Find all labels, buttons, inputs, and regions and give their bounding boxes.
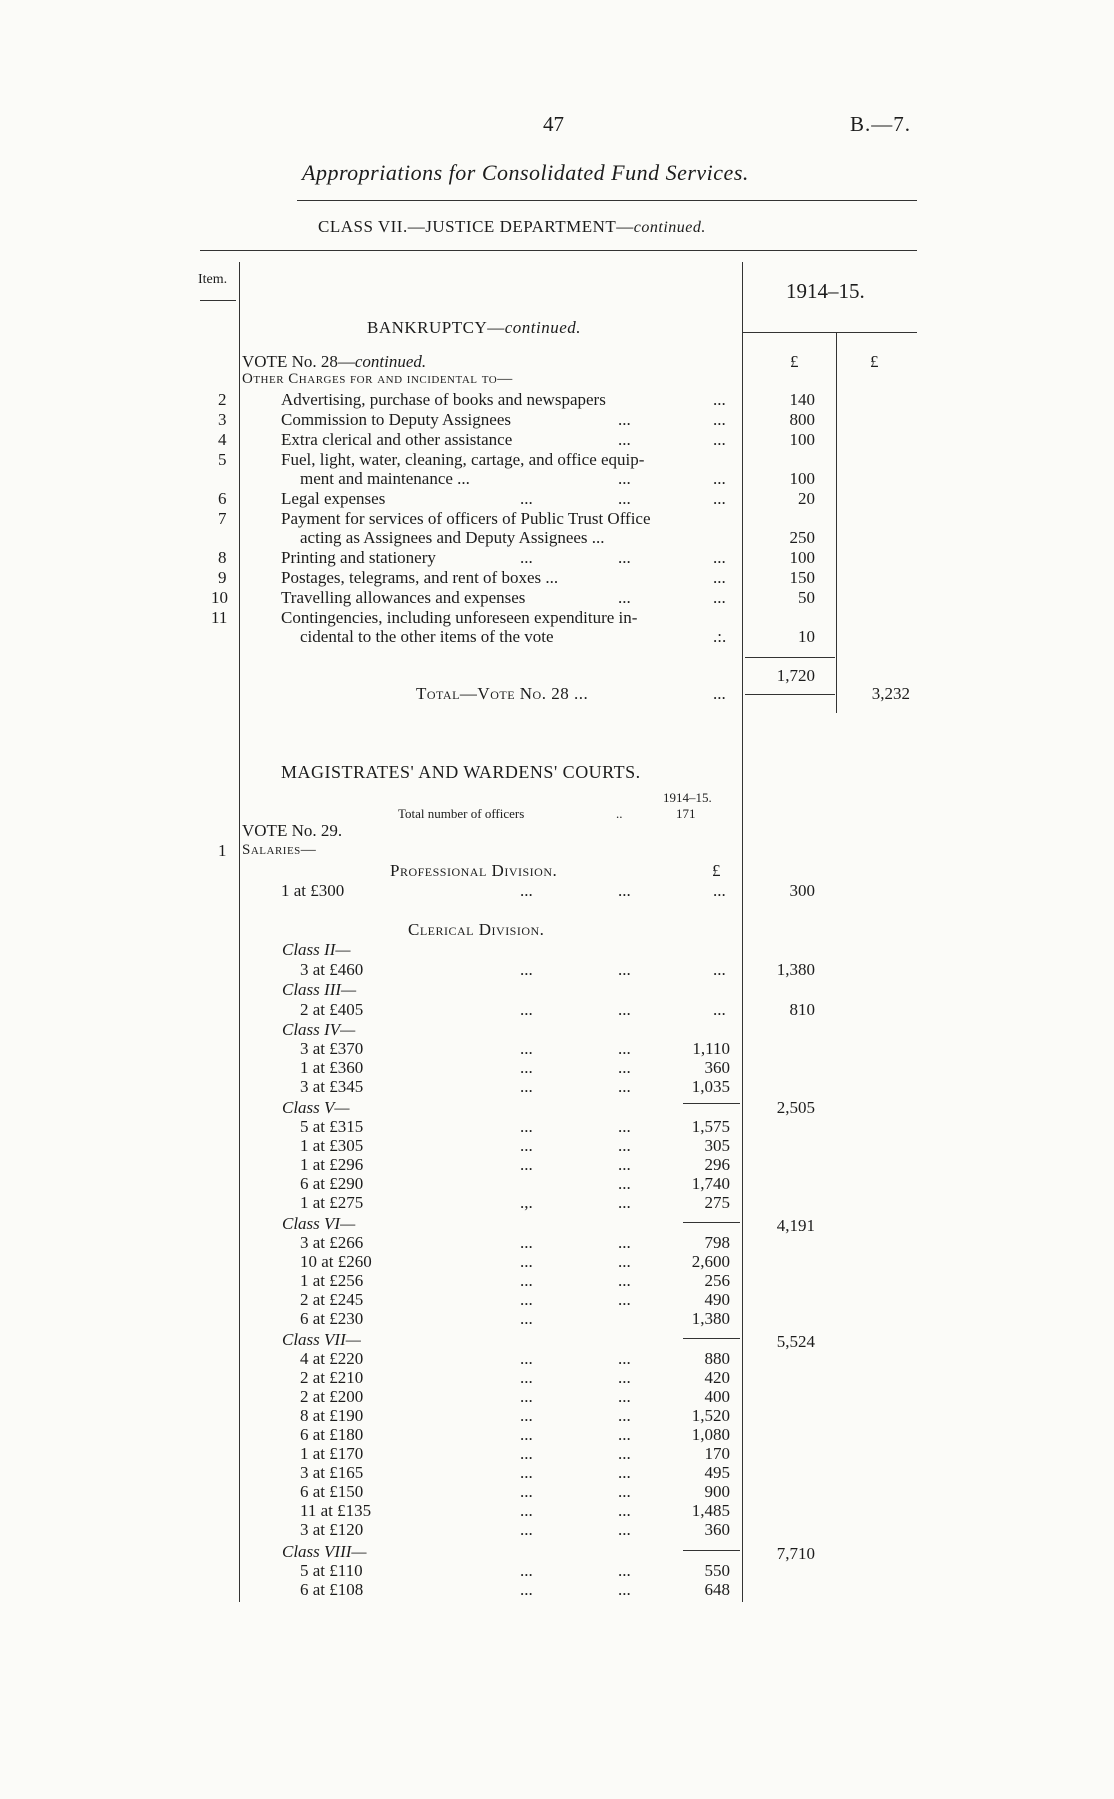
item-dots: ... bbox=[713, 568, 726, 587]
class-row-amount: 420 bbox=[704, 1368, 730, 1387]
class-total: 810 bbox=[789, 1000, 815, 1019]
class-row-text: 3 at £266 bbox=[300, 1233, 364, 1252]
dots: ... bbox=[520, 881, 533, 900]
class-row-amount: 1,110 bbox=[692, 1039, 730, 1058]
dots: ... bbox=[618, 1425, 631, 1444]
item-number: 3 bbox=[218, 410, 227, 429]
class-total: 5,524 bbox=[776, 1332, 815, 1351]
vote-28-label bbox=[242, 352, 426, 371]
class-row-amount: 490 bbox=[704, 1290, 730, 1309]
item-description-cont: ment and maintenance ... bbox=[300, 469, 470, 488]
class-label: Class VIII— bbox=[282, 1542, 367, 1561]
item-description: Payment for services of officers of Public Trust Office bbox=[281, 509, 651, 528]
page-title: Appropriations for Consolidated Fund Services. bbox=[302, 160, 749, 185]
dots: ... bbox=[520, 960, 533, 979]
class-heading-main: CLASS VII.—JUSTICE DEPARTMENT— bbox=[318, 217, 634, 236]
total-rule bbox=[745, 694, 835, 695]
item-amount: 10 bbox=[798, 627, 815, 646]
class-row-amount: 900 bbox=[704, 1482, 730, 1501]
item-dots: ... bbox=[713, 430, 726, 449]
class-row-text: 3 at £120 bbox=[300, 1520, 364, 1539]
dots: ... bbox=[520, 1444, 533, 1463]
item-amount: 100 bbox=[789, 430, 815, 449]
dots: ... bbox=[618, 1580, 631, 1599]
class-row-amount: 648 bbox=[704, 1580, 730, 1599]
vote-28-subtotal: 1,720 bbox=[776, 666, 815, 685]
item-dots: ... bbox=[713, 469, 726, 488]
item-number: 9 bbox=[218, 568, 227, 587]
dots: ... bbox=[618, 881, 631, 900]
item-number: 2 bbox=[218, 390, 227, 409]
item-dots: ... bbox=[618, 469, 631, 488]
dots: ... bbox=[520, 1580, 533, 1599]
dots: ... bbox=[618, 1561, 631, 1580]
dots: ... bbox=[520, 1349, 533, 1368]
item-number: 11 bbox=[211, 608, 228, 627]
dots: ... bbox=[618, 1387, 631, 1406]
class-row-text: 1 at £256 bbox=[300, 1271, 364, 1290]
class-subtotal-rule bbox=[683, 1550, 740, 1551]
vote-28-total-label: Total—Vote No. 28 ... bbox=[416, 684, 589, 703]
bankruptcy-heading bbox=[367, 318, 581, 337]
dots: ... bbox=[520, 1136, 533, 1155]
item-dots: .:. bbox=[713, 627, 727, 646]
magistrates-heading: MAGISTRATES' AND WARDENS' COURTS. bbox=[281, 762, 641, 782]
dots: ... bbox=[618, 1039, 631, 1058]
dots: ... bbox=[520, 1520, 533, 1539]
dots: ... bbox=[520, 1406, 533, 1425]
dots: ... bbox=[618, 1077, 631, 1096]
dots: ... bbox=[520, 1368, 533, 1387]
officers-dots: .. bbox=[616, 806, 623, 821]
class-label: Class V— bbox=[282, 1098, 350, 1117]
class-row-text: 3 at £460 bbox=[300, 960, 364, 979]
subtotal-rule bbox=[745, 657, 835, 658]
class-row-amount: 296 bbox=[704, 1155, 730, 1174]
prof-line-amount: 300 bbox=[789, 881, 815, 900]
item-dots: ... bbox=[713, 548, 726, 567]
item-dots: ... bbox=[713, 588, 726, 607]
pound-symbol: £ bbox=[712, 861, 721, 880]
class-label: Class II— bbox=[282, 940, 351, 959]
class-row-text: 6 at £290 bbox=[300, 1174, 364, 1193]
class-row-text: 6 at £108 bbox=[300, 1580, 364, 1599]
dots: ... bbox=[520, 1309, 533, 1328]
item-description-cont: acting as Assignees and Deputy Assignees ... bbox=[300, 528, 605, 547]
class-row-text: 6 at £180 bbox=[300, 1425, 364, 1444]
salaries-heading: Salaries— bbox=[242, 842, 317, 858]
officers-year: 1914–15. bbox=[663, 790, 712, 805]
dots: ... bbox=[520, 1252, 533, 1271]
year-rule bbox=[742, 332, 917, 333]
class-label: Class VI— bbox=[282, 1214, 356, 1233]
dots: ... bbox=[713, 1000, 726, 1019]
class-heading-cont: continued. bbox=[633, 219, 706, 236]
class-row-amount: 495 bbox=[704, 1463, 730, 1482]
header-rule-bottom bbox=[200, 250, 917, 251]
vote-28-total-dots: ... bbox=[713, 684, 726, 703]
item-description: Printing and stationery bbox=[281, 548, 436, 567]
class-total: 1,380 bbox=[776, 960, 815, 979]
item-dots: ... bbox=[520, 489, 533, 508]
vote-29-label: VOTE No. 29. bbox=[242, 821, 343, 840]
class-row-text: 4 at £220 bbox=[300, 1349, 364, 1368]
item-number: 1 bbox=[218, 841, 227, 860]
item-amount: 50 bbox=[798, 588, 815, 607]
dots: ... bbox=[520, 1233, 533, 1252]
dots: ... bbox=[618, 1406, 631, 1425]
class-row-text: 2 at £210 bbox=[300, 1368, 364, 1387]
item-dots: ... bbox=[713, 489, 726, 508]
class-row-text: 5 at £315 bbox=[300, 1117, 364, 1136]
class-total: 2,505 bbox=[776, 1098, 815, 1117]
class-row-amount: 1,080 bbox=[691, 1425, 730, 1444]
dots: ... bbox=[520, 1290, 533, 1309]
class-subtotal-rule bbox=[683, 1103, 740, 1104]
item-number: 5 bbox=[218, 450, 227, 469]
class-total: 4,191 bbox=[776, 1216, 815, 1235]
item-amount: 20 bbox=[798, 489, 815, 508]
item-description-cont: cidental to the other items of the vote bbox=[300, 627, 554, 646]
class-row-amount: 360 bbox=[704, 1520, 730, 1539]
vote-28-total: 3,232 bbox=[871, 684, 910, 703]
class-row-amount: 1,575 bbox=[691, 1117, 730, 1136]
class-row-text: 3 at £370 bbox=[300, 1039, 364, 1058]
class-row-amount: 305 bbox=[704, 1136, 730, 1155]
amount-column-divider-b bbox=[836, 333, 837, 713]
document-code: B.—7. bbox=[850, 112, 912, 136]
class-row-amount: 2,600 bbox=[691, 1252, 730, 1271]
item-column-label: Item. bbox=[198, 272, 228, 287]
dots: ... bbox=[618, 1463, 631, 1482]
class-row-text: 3 at £345 bbox=[300, 1077, 364, 1096]
class-row-amount: 360 bbox=[704, 1058, 730, 1077]
currency-symbol-a: £ bbox=[790, 352, 799, 371]
class-row-text: 6 at £150 bbox=[300, 1482, 364, 1501]
item-number: 10 bbox=[211, 588, 228, 607]
dots: ... bbox=[618, 960, 631, 979]
currency-symbol-b: £ bbox=[870, 352, 879, 371]
dots: ... bbox=[520, 1387, 533, 1406]
dots: ... bbox=[618, 1349, 631, 1368]
dots: ... bbox=[520, 1077, 533, 1096]
class-label: Class III— bbox=[282, 980, 357, 999]
item-dots: ... bbox=[618, 588, 631, 607]
item-dots: ... bbox=[520, 548, 533, 567]
class-row-text: 2 at £200 bbox=[300, 1387, 364, 1406]
dots: ... bbox=[618, 1117, 631, 1136]
dots: ... bbox=[618, 1501, 631, 1520]
dots: ... bbox=[618, 1444, 631, 1463]
officers-count: 171 bbox=[676, 806, 696, 821]
item-amount: 250 bbox=[789, 528, 815, 547]
item-dots: ... bbox=[618, 410, 631, 429]
dots: ... bbox=[520, 1155, 533, 1174]
item-number: 7 bbox=[218, 509, 227, 528]
item-description: Contingencies, including unforeseen expenditure in- bbox=[281, 608, 638, 627]
header-rule-top bbox=[297, 200, 917, 201]
class-row-amount: 275 bbox=[704, 1193, 730, 1212]
dots: ... bbox=[618, 1174, 631, 1193]
class-row-text: 1 at £170 bbox=[300, 1444, 364, 1463]
item-amount: 100 bbox=[789, 469, 815, 488]
class-row-text: 2 at £405 bbox=[300, 1000, 364, 1019]
dots: ... bbox=[618, 1252, 631, 1271]
bankruptcy-heading-cont: continued. bbox=[504, 318, 582, 337]
dots: ... bbox=[713, 881, 726, 900]
item-column-divider bbox=[239, 262, 240, 1602]
class-row-amount: 1,380 bbox=[691, 1309, 730, 1328]
professional-division-heading: Professional Division. bbox=[390, 861, 558, 880]
amount-column-divider-a bbox=[742, 262, 743, 1602]
item-label-rule bbox=[200, 300, 236, 301]
item-amount: 800 bbox=[789, 410, 815, 429]
dots: ... bbox=[713, 960, 726, 979]
class-row-amount: 1,035 bbox=[691, 1077, 730, 1096]
dots: ... bbox=[520, 1561, 533, 1580]
class-subtotal-rule bbox=[683, 1338, 740, 1339]
dots: ... bbox=[520, 1039, 533, 1058]
class-row-text: 2 at £245 bbox=[300, 1290, 364, 1309]
class-row-text: 6 at £230 bbox=[300, 1309, 364, 1328]
class-row-amount: 170 bbox=[704, 1444, 730, 1463]
item-description: Extra clerical and other assistance bbox=[281, 430, 513, 449]
class-row-text: 11 at £135 bbox=[300, 1501, 372, 1520]
class-row-text: 1 at £275 bbox=[300, 1193, 364, 1212]
dots: ... bbox=[618, 1482, 631, 1501]
class-row-amount: 880 bbox=[704, 1349, 730, 1368]
dots: ... bbox=[520, 1425, 533, 1444]
page-number: 47 bbox=[543, 112, 564, 136]
item-description: Postages, telegrams, and rent of boxes ... bbox=[281, 568, 559, 587]
class-row-amount: 400 bbox=[704, 1387, 730, 1406]
dots: ... bbox=[618, 1058, 631, 1077]
officers-label: Total number of officers bbox=[398, 806, 525, 821]
item-number: 4 bbox=[218, 430, 227, 449]
item-description: Fuel, light, water, cleaning, cartage, and office equip- bbox=[281, 450, 645, 469]
prof-line-text: 1 at £300 bbox=[281, 881, 345, 900]
item-number: 6 bbox=[218, 489, 227, 508]
item-number: 8 bbox=[218, 548, 227, 567]
class-row-amount: 798 bbox=[704, 1233, 730, 1252]
dots: ... bbox=[618, 1290, 631, 1309]
item-description: Legal expenses bbox=[281, 489, 386, 508]
class-total: 7,710 bbox=[776, 1544, 815, 1563]
class-row-amount: 550 bbox=[704, 1561, 730, 1580]
dots: ... bbox=[618, 1271, 631, 1290]
dots: ... bbox=[618, 1520, 631, 1539]
class-row-text: 10 at £260 bbox=[300, 1252, 372, 1271]
class-subtotal-rule bbox=[683, 1222, 740, 1223]
dots: ... bbox=[618, 1233, 631, 1252]
dots: ... bbox=[618, 1000, 631, 1019]
item-amount: 140 bbox=[789, 390, 815, 409]
dots: ... bbox=[520, 1058, 533, 1077]
year-heading: 1914–15. bbox=[786, 279, 865, 303]
dots: ... bbox=[520, 1463, 533, 1482]
bankruptcy-heading-main: BANKRUPTCY— bbox=[367, 318, 505, 337]
vote-28-cont: continued. bbox=[354, 352, 427, 371]
dots: ... bbox=[520, 1482, 533, 1501]
class-row-text: 5 at £110 bbox=[300, 1561, 363, 1580]
dots: ... bbox=[520, 1271, 533, 1290]
item-description: Travelling allowances and expenses bbox=[281, 588, 526, 607]
item-dots: ... bbox=[618, 430, 631, 449]
item-amount: 100 bbox=[789, 548, 815, 567]
dots: ... bbox=[520, 1501, 533, 1520]
class-row-text: 1 at £296 bbox=[300, 1155, 364, 1174]
class-row-text: 1 at £360 bbox=[300, 1058, 364, 1077]
item-description: Commission to Deputy Assignees bbox=[281, 410, 511, 429]
class-row-amount: 1,520 bbox=[691, 1406, 730, 1425]
item-amount: 150 bbox=[789, 568, 815, 587]
dots: ... bbox=[520, 1117, 533, 1136]
class-row-amount: 1,740 bbox=[691, 1174, 730, 1193]
class-row-amount: 1,485 bbox=[691, 1501, 730, 1520]
clerical-division-heading: Clerical Division. bbox=[408, 920, 545, 939]
class-row-text: 1 at £305 bbox=[300, 1136, 364, 1155]
class-label: Class IV— bbox=[282, 1020, 356, 1039]
vote-28-main: VOTE No. 28— bbox=[242, 352, 355, 371]
class-row-amount: 256 bbox=[704, 1271, 730, 1290]
item-dots: ... bbox=[618, 489, 631, 508]
dots: .,. bbox=[520, 1193, 533, 1212]
dots: ... bbox=[618, 1193, 631, 1212]
item-description: Advertising, purchase of books and newspapers bbox=[281, 390, 606, 409]
other-charges-heading: Other Charges for and incidental to— bbox=[242, 371, 513, 387]
dots: ... bbox=[618, 1136, 631, 1155]
class-row-text: 3 at £165 bbox=[300, 1463, 364, 1482]
class-heading bbox=[318, 217, 706, 237]
dots: ... bbox=[618, 1155, 631, 1174]
class-row-text: 8 at £190 bbox=[300, 1406, 364, 1425]
item-dots: ... bbox=[618, 548, 631, 567]
dots: ... bbox=[520, 1000, 533, 1019]
item-dots: ... bbox=[713, 410, 726, 429]
dots: ... bbox=[618, 1368, 631, 1387]
class-label: Class VII— bbox=[282, 1330, 361, 1349]
item-dots: ... bbox=[713, 390, 726, 409]
